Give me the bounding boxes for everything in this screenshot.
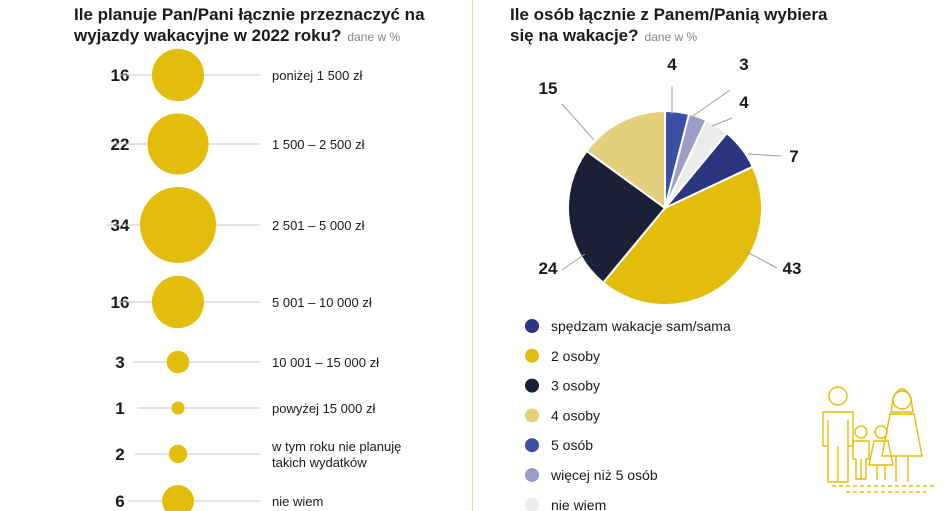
- legend-label-0: spędzam wakacje sam/sama: [551, 318, 731, 334]
- bubble-3: [152, 276, 204, 328]
- pie-leader-0: [748, 154, 781, 156]
- pie-leader-2: [562, 254, 585, 270]
- bubble-label-4: 10 001 – 15 000 zł: [272, 355, 379, 370]
- bubble-7: [162, 485, 194, 511]
- bubble-label-7: nie wiem: [272, 494, 324, 509]
- bubble-value-5: 1: [115, 399, 125, 418]
- right-title-note: dane w %: [644, 30, 698, 44]
- pie-value-2: 24: [538, 259, 558, 278]
- right-title-text: Ile osób łącznie z Panem/Panią wybiera się na wakacje?: [510, 5, 828, 45]
- left-title-note: dane w %: [347, 30, 401, 44]
- legend-swatch-3: [525, 408, 539, 422]
- pie-value-0: 7: [789, 147, 799, 166]
- legend-label-5: więcej niż 5 osób: [551, 467, 658, 483]
- legend-label-4: 5 osób: [551, 437, 594, 454]
- legend-swatch-4: [525, 438, 539, 452]
- bubble-label-0: poniżej 1 500 zł: [272, 68, 363, 83]
- legend-label-3: 4 osoby: [551, 407, 601, 424]
- bubble-4: [167, 351, 190, 374]
- bubble-value-2: 34: [110, 216, 130, 235]
- legend-swatch-0: [525, 319, 539, 333]
- family-illustration-icon: [823, 387, 936, 492]
- pie-value-3: 15: [538, 79, 558, 98]
- bubble-label-2: 2 501 – 5 000 zł: [272, 218, 365, 233]
- pie-legend: [525, 318, 731, 511]
- bubble-value-7: 6: [115, 492, 125, 511]
- legend-swatch-2: [525, 379, 539, 393]
- legend-swatch-5: [525, 468, 539, 482]
- bubble-6: [169, 445, 187, 463]
- bubble-value-6: 2: [115, 445, 125, 464]
- pie-leader-1: [747, 252, 777, 268]
- pie-value-4: 4: [667, 55, 677, 74]
- pie-value-6: 4: [739, 93, 749, 112]
- pie-value-1: 43: [782, 259, 802, 278]
- bubble-label-3: 5 001 – 10 000 zł: [272, 295, 372, 310]
- legend-label-1: 2 osoby: [551, 347, 601, 364]
- legend-swatch-1: [525, 349, 539, 363]
- bubble-label-5: powyżej 15 000 zł: [272, 401, 376, 416]
- bubble-value-3: 16: [110, 293, 130, 312]
- legend-label-2: 3 osoby: [551, 377, 601, 394]
- bubble-value-4: 3: [115, 353, 125, 372]
- legend-swatch-6: [525, 498, 539, 511]
- bubble-0: [152, 49, 204, 101]
- pie-leader-6: [712, 118, 732, 126]
- bubble-5: [171, 401, 184, 414]
- bubble-label-6: w tym roku nie planuję takich wydatków: [272, 439, 402, 470]
- pie-chart: [539, 55, 802, 305]
- bubble-2: [140, 187, 216, 263]
- bubble-label-1: 1 500 – 2 500 zł: [272, 137, 365, 152]
- bubble-value-1: 22: [110, 135, 130, 154]
- bubble-value-0: 16: [110, 66, 130, 85]
- left-title-text: Ile planuje Pan/Pani łącznie przeznaczyć na wyjazdy wakacyjne w 2022 roku?: [74, 5, 425, 45]
- pie-leader-3: [562, 104, 594, 140]
- bubble-1: [147, 113, 208, 174]
- bubble-chart: [106, 49, 401, 511]
- legend-label-6: nie wiem: [551, 496, 607, 511]
- pie-leader-5: [693, 90, 730, 116]
- pie-value-5: 3: [739, 55, 749, 74]
